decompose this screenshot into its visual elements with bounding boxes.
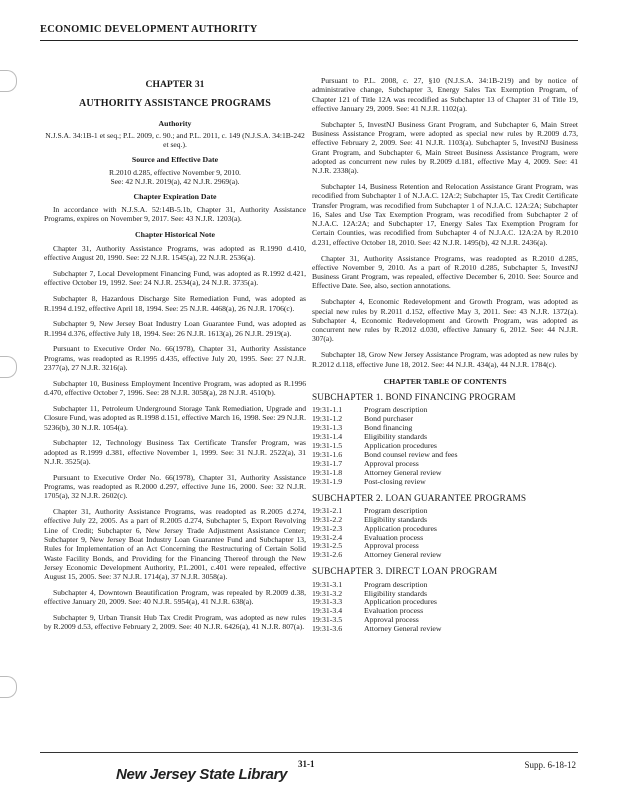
section-title: Eligibility standards <box>364 588 428 598</box>
toc-entry <box>312 607 578 616</box>
chapter-title: AUTHORITY ASSISTANCE PROGRAMS <box>79 98 271 110</box>
toc-entry <box>312 581 578 590</box>
history-paragraph: Subchapter 4, Economic Redevelopment and Growth Program, was adopted as special new rules by R.2011 d.152, effective May 3, 2011. See: 43 N.J.R. 1372(a). Subchapter 4, Economic Redevelopment and Growth Program, was adopted as concurrent new rules by R.2012 d.030, effective January 6, 2012. See: 44 N.J.R. 307(a). <box>312 297 578 344</box>
history-paragraph: Pursuant to Executive Order No. 66(1978), Chapter 31, Authority Assistance Programs, was readopted as R.1995 d.435, effective July 20, 1995. See: 27 N.J.R. 2377(a), 27 N.J.R. 3216(a). <box>44 344 306 373</box>
history-paragraph: Subchapter 18, Grow New Jersey Assistance Program, was adopted as new rules by R.2012 d.118, effective June 18, 2012. See: 44 N.J.R. 434(a), 44 N.J.R. 1784(c). <box>312 350 578 369</box>
section-title: Approval process <box>364 615 419 625</box>
chapter-number: CHAPTER 31 <box>145 79 205 90</box>
library-stamp: New Jersey State Library <box>116 766 288 783</box>
section-number: 19:31-2.2 <box>312 514 343 524</box>
toc-entry <box>312 460 578 469</box>
section-title: Evaluation process <box>364 606 424 616</box>
section-title: Program description <box>364 405 428 415</box>
history-paragraph: Subchapter 14, Business Retention and Relocation Assistance Grant Program, was recodified from Subchapter 1 of N.J.A.C. 12A:2; Subchapter 15, Tax Credit Certificate Transfer Program, was recodified from Subchapter 1 of N.J.A.C. 12A:2A; Subchapter 16, Sales and Use Tax Exemption Program, was recodified from Subchapter 2 of N.J.A.C. 12A:2A; and Subchapter 17, Energy Sales Tax Exemption Program for Certain Counties, was recodified from Subchapter 4 of N.J.A.C. 12A:2A by R.2010 d.231, effective October 18, 2010. See: 42 N.J.R. 1495(b), 42 N.J.R. 2436(a). <box>312 181 578 247</box>
authority-text: N.J.S.A. 34:1B-1 et seq.; P.L. 2009, c. 90.; and P.L. 2011, c. 149 (N.J.S.A. 34:1B-242 et seq.). <box>45 130 305 150</box>
section-number: 19:31-2.4 <box>312 532 343 542</box>
toc-heading: CHAPTER TABLE OF CONTENTS <box>383 376 507 386</box>
section-number: 19:31-3.3 <box>312 597 343 607</box>
toc-entry <box>312 625 578 634</box>
source-line: R.2010 d.285, effective November 9, 2010. <box>109 167 241 177</box>
section-title: Attorney General review <box>364 467 442 477</box>
toc-entry <box>312 534 578 543</box>
history-paragraph: Subchapter 9, Urban Transit Hub Tax Credit Program, was adopted as new rules by R.2009 d.53, effective February 2, 2009. See: 40 N.J.R. 6426(a), 41 N.J.R. 807(a). <box>44 613 306 632</box>
section-title: Program description <box>364 505 428 515</box>
section-title: Application procedures <box>364 523 437 533</box>
header-rule <box>40 40 578 41</box>
section-title: Approval process <box>364 541 419 551</box>
toc-entry <box>312 590 578 599</box>
section-title: Eligibility standards <box>364 432 428 442</box>
section-number: 19:31-1.3 <box>312 423 343 433</box>
authority-heading: Authority <box>158 118 192 128</box>
expiration-heading: Chapter Expiration Date <box>133 192 217 202</box>
punch-hole-mark <box>0 356 17 378</box>
section-title: Application procedures <box>364 441 437 451</box>
section-number: 19:31-3.6 <box>312 624 343 634</box>
section-number: 19:31-3.1 <box>312 579 343 589</box>
punch-hole-mark <box>0 676 17 698</box>
toc-entry <box>312 478 578 487</box>
section-number: 19:31-3.4 <box>312 606 343 616</box>
history-paragraph: Subchapter 4, Downtown Beautification Program, was repealed by R.2009 d.38, effective January 20, 2009. See: 40 N.J.R. 5954(a), 41 N.J.R. 638(a). <box>44 587 306 607</box>
toc-subchapter-title: SUBCHAPTER 3. DIRECT LOAN PROGRAM <box>312 567 498 578</box>
toc-entry <box>312 424 578 433</box>
toc-subchapter-title: SUBCHAPTER 2. LOAN GUARANTEE PROGRAMS <box>312 493 527 504</box>
toc-entry <box>312 542 578 551</box>
section-number: 19:31-1.7 <box>312 458 343 468</box>
source-line: See: 42 N.J.R. 2019(a), 42 N.J.R. 2969(a). <box>110 177 240 187</box>
section-number: 19:31-1.2 <box>312 414 343 424</box>
toc-subchapter <box>312 568 578 634</box>
toc-entry <box>312 525 578 534</box>
section-title: Bond financing <box>364 423 413 433</box>
section-number: 19:31-1.8 <box>312 467 343 477</box>
history-paragraph: Subchapter 10, Business Employment Incentive Program, was adopted as R.1996 d.470, effective October 7, 1996. See: 28 N.J.R. 3058(a), 28 N.J.R. 4510(b). <box>44 378 306 398</box>
history-paragraph: Chapter 31, Authority Assistance Programs, was readopted as R.2010 d.285, effective November 9, 2010. As a part of R.2010 d.285, Subchapter 5, InvestNJ Business Grant Program, was repealed, effective December 6, 2010. See: Source and Effective Date. See, also, section annotations. <box>312 253 578 291</box>
history-heading: Chapter Historical Note <box>135 229 215 239</box>
expiration-text: In accordance with N.J.S.A. 52:14B-5.1b, Chapter 31, Authority Assistance Programs, expires on November 9, 2017. See: 43 N.J.R. 1203(a). <box>44 204 306 223</box>
history-paragraph: Subchapter 8, Hazardous Discharge Site Remediation Fund, was adopted as R.1994 d.192, effective April 18, 1994. See: 25 N.J.R. 4468(a), 26 N.J.R. 1706(c). <box>44 294 306 313</box>
section-title: Eligibility standards <box>364 514 428 524</box>
toc-entry <box>312 598 578 607</box>
section-number: 19:31-3.5 <box>312 615 343 625</box>
section-number: 19:31-1.4 <box>312 432 343 442</box>
section-number: 19:31-2.3 <box>312 523 343 533</box>
footer-rule <box>40 752 578 753</box>
section-number: 19:31-1.1 <box>312 405 343 415</box>
toc-entry <box>312 415 578 424</box>
history-paragraph: Pursuant to Executive Order No. 66(1978), Chapter 31, Authority Assistance Programs, was readopted as R.2000 d.297, effective June 16, 2000. See: 32 N.J.R. 1705(a), 32 N.J.R. 2602(c). <box>44 472 306 501</box>
section-number: 19:31-1.6 <box>312 449 343 459</box>
section-title: Program description <box>364 579 428 589</box>
toc-subchapter-title: SUBCHAPTER 1. BOND FINANCING PROGRAM <box>312 393 516 404</box>
history-paragraph: Chapter 31, Authority Assistance Programs, was readopted as R.2005 d.274, effective July 22, 2005. As a part of R.2005 d.274, Subchapter 5, Export Revolving Line of Credit; Subchapter 6, New Jersey Trade Adjustment Assistance Center; Subchapter 9, New Jersey Boat Industry Loan Guarantee Fund and Subchapter 13, Rules for Implementation of an Act Concerning the Restructuring of Certain Solid Waste Facility Bonds, and Providing for the Financing Thereof through the New Jersey Economic Development Authority, P.L.2001, c.401 were repealed, effective August 15, 2005. See: 37 N.J.R. 1714(a), 37 N.J.R. 3058(a). <box>44 507 306 582</box>
section-number: 19:31-3.2 <box>312 588 343 598</box>
history-paragraph: Pursuant to P.L. 2008, c. 27, §10 (N.J.S.A. 34:1B-219) and by notice of administrative change, Subchapter 3, Energy Sales Tax Exemption Program, of Chapter 121 of Title 12A was recodified as Subchapter 13 of Chapter 31 of Title 19, effective January 29, 2009. See: 41 N.J.R. 1102(a). <box>312 76 578 113</box>
history-paragraph: Subchapter 12, Technology Business Tax Certificate Transfer Program, was adopted as R.1999 d.381, effective November 1, 1999. See: 31 N.J.R. 2522(a), 31 N.J.R. 3525(a). <box>44 438 306 466</box>
toc-entry <box>312 616 578 625</box>
running-head: ECONOMIC DEVELOPMENT AUTHORITY <box>40 24 258 35</box>
history-paragraph: Subchapter 11, Petroleum Underground Storage Tank Remediation, Upgrade and Closure Fund, was adopted as R.1998 d.151, effective March 16, 1998. See: 29 N.J.R. 5236(b), 30 N.J.R. 1054(a). <box>44 403 306 432</box>
right-column <box>312 76 578 634</box>
toc-entry <box>312 516 578 525</box>
history-paragraph: Subchapter 9, New Jersey Boat Industry Loan Guarantee Fund, was adopted as R.1994 d.376, effective July 18, 1994. See: 26 N.J.R. 1613(a), 26 N.J.R. 2919(a). <box>44 319 306 338</box>
section-title: Attorney General review <box>364 624 442 634</box>
page-number: 31-1 <box>298 759 315 769</box>
toc-subchapter <box>312 495 578 561</box>
punch-hole-mark <box>0 70 17 92</box>
toc-entry <box>312 551 578 560</box>
section-title: Evaluation process <box>364 532 424 542</box>
toc-entry <box>312 507 578 516</box>
history-paragraph: Subchapter 5, InvestNJ Business Grant Program, and Subchapter 6, Main Street Business Assistance Program, were adopted as special new rules by R.2009 d.73, effective February 2, 2009. See: 41 N.J.R. 1103(a). Subchapter 5, InvestNJ Business Grant Program, and Subchapter 6, Main Street Business Assistance Program, were adopted as concurrent new rules by R.2009 d.181, effective May 4, 2009. See: 41 N.J.R. 2338(a). <box>312 119 578 176</box>
section-title: Approval process <box>364 458 419 468</box>
section-number: 19:31-2.1 <box>312 505 343 515</box>
section-number: 19:31-2.5 <box>312 541 343 551</box>
section-number: 19:31-1.5 <box>312 441 343 451</box>
history-paragraph: Subchapter 7, Local Development Financing Fund, was adopted as R.1992 d.421, effective October 19, 1992. See: 24 N.J.R. 2534(a), 24 N.J.R. 3735(a). <box>44 269 306 288</box>
section-number: 19:31-1.9 <box>312 476 343 486</box>
supplement-date: Supp. 6-18-12 <box>524 760 576 770</box>
section-title: Application procedures <box>364 597 437 607</box>
section-title: Bond purchaser <box>364 414 414 424</box>
section-number: 19:31-2.6 <box>312 550 343 560</box>
toc-subchapter <box>312 394 578 486</box>
history-paragraph: Chapter 31, Authority Assistance Programs, was adopted as R.1990 d.410, effective August 20, 1990. See: 22 N.J.R. 1545(a), 22 N.J.R. 2536(a). <box>44 244 306 263</box>
toc-entry <box>312 406 578 415</box>
toc-entry <box>312 469 578 478</box>
section-title: Post-closing review <box>364 476 426 486</box>
toc-entry <box>312 433 578 442</box>
toc-entry <box>312 451 578 460</box>
section-title: Attorney General review <box>364 550 442 560</box>
source-heading: Source and Effective Date <box>131 155 219 165</box>
section-title: Bond counsel review and fees <box>364 449 458 459</box>
left-column <box>44 80 306 638</box>
